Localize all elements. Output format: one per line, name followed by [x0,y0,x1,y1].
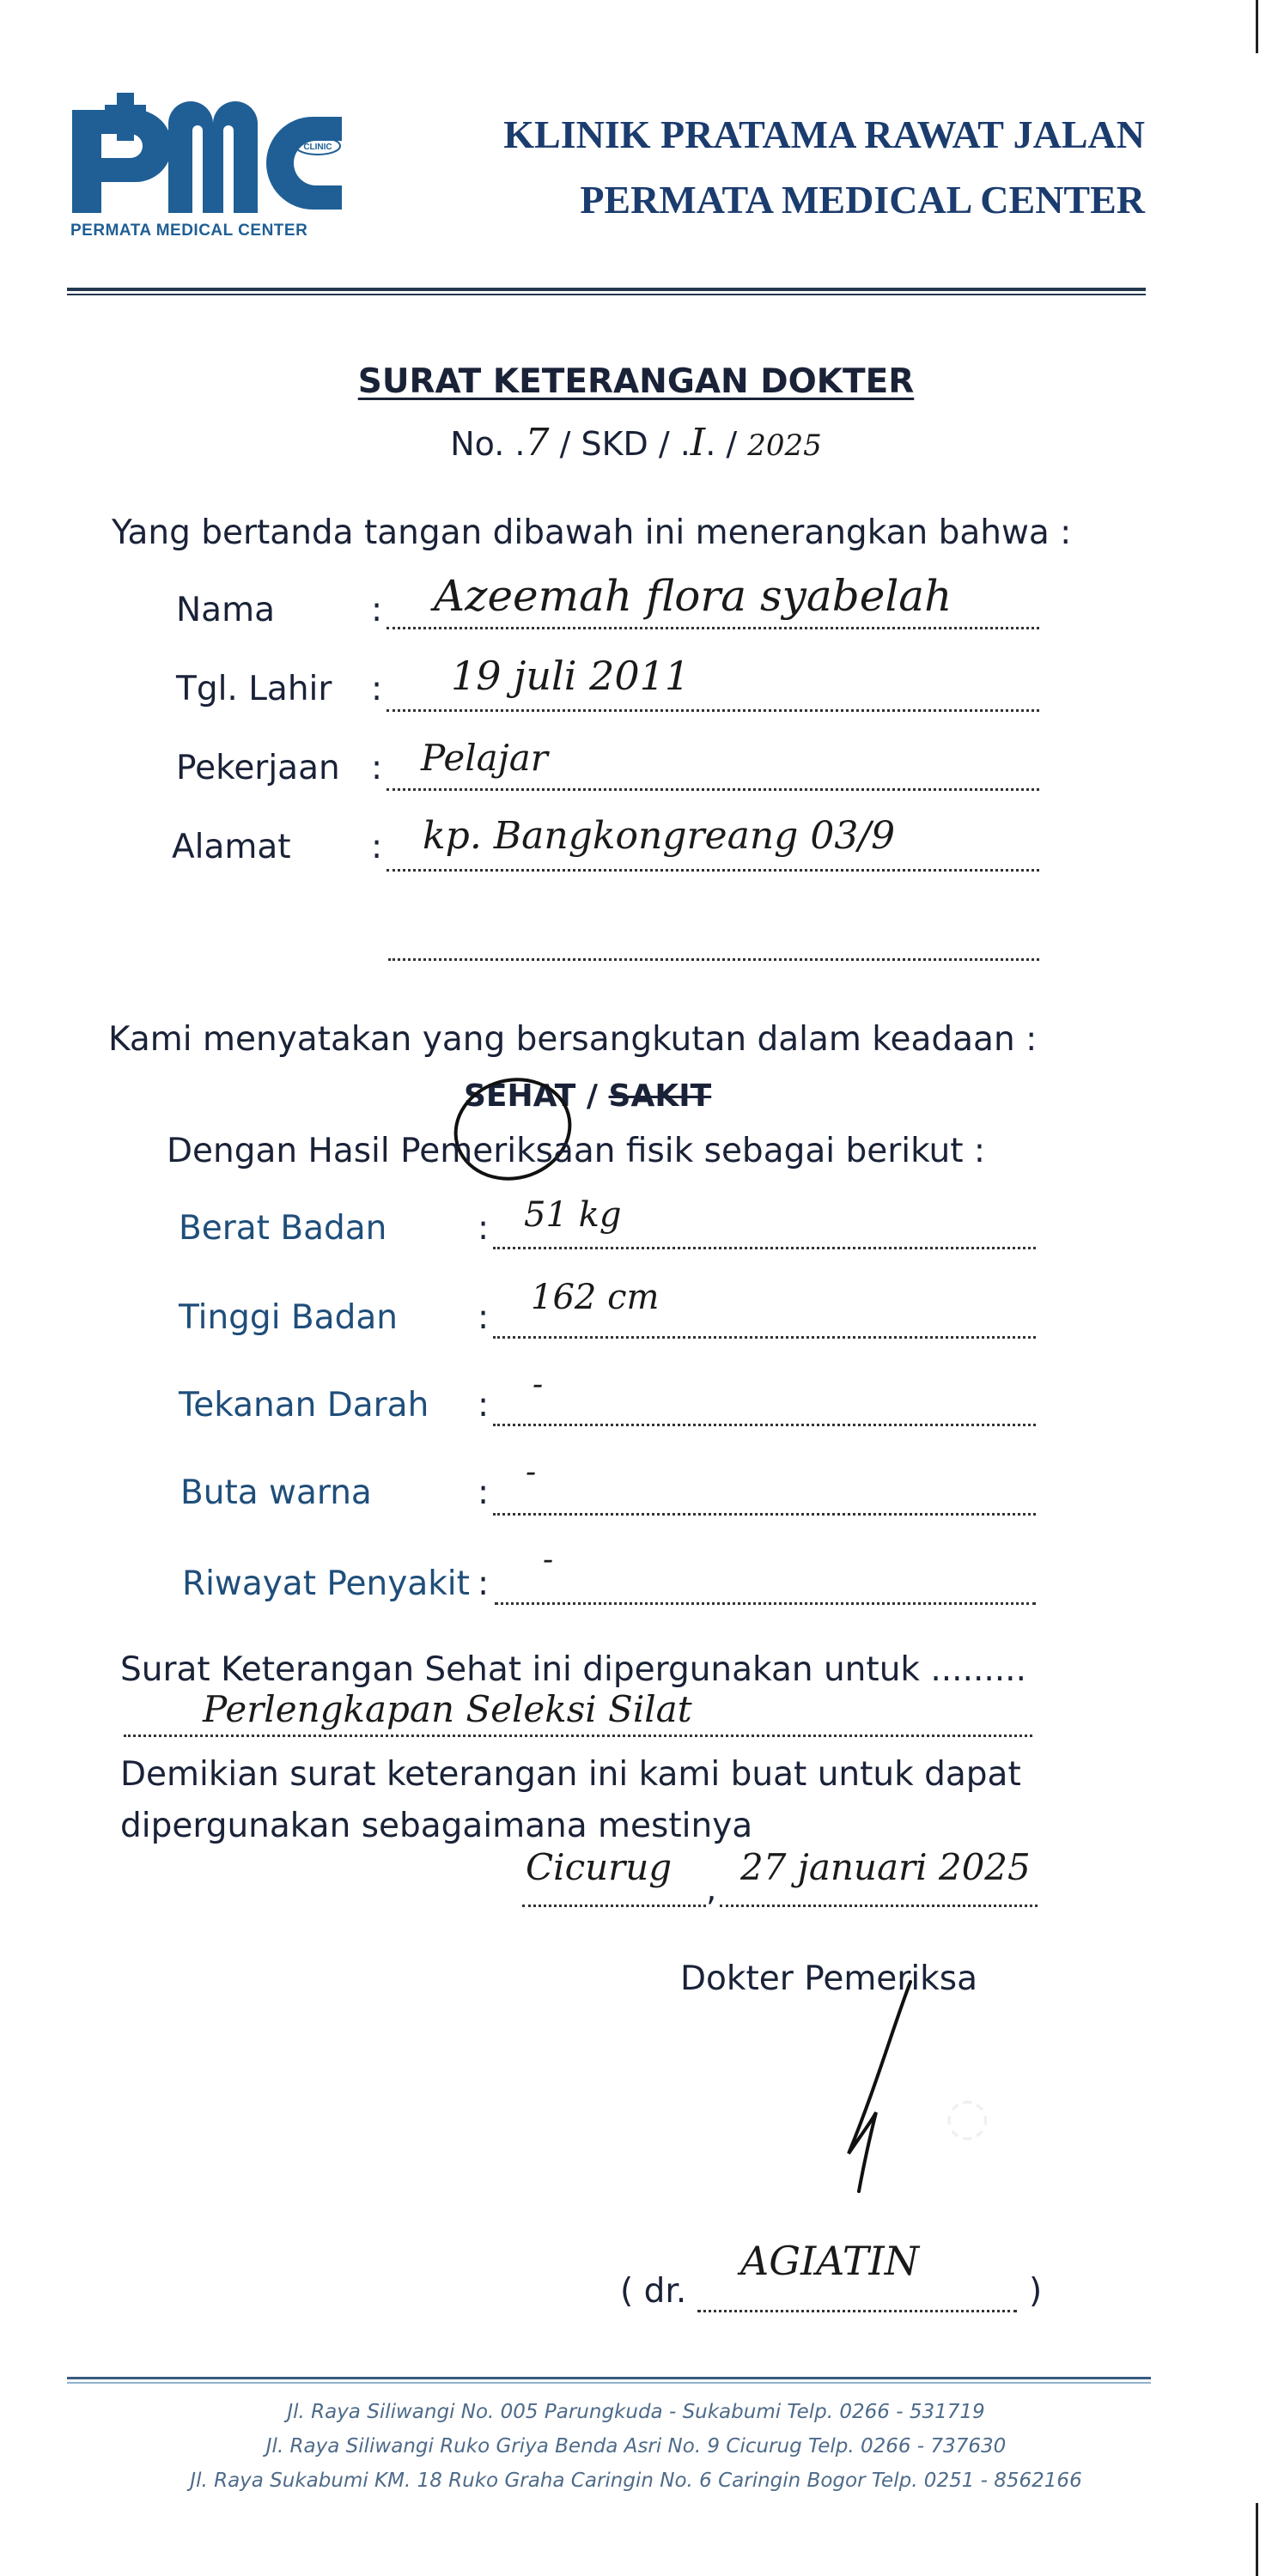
address-dotted-line-2 [388,958,1039,961]
footer-address-3: Jl. Raya Sukabumi KM. 18 Ruko Graha Caringin No. 6 Caringin Bogor Telp. 0251 - 8562166 [190,2470,1082,2492]
signature-suffix: ) [1029,2272,1043,2311]
address-label: Alamat [172,828,291,866]
name-dotted-line [386,627,1039,629]
place-dotted-line [522,1905,706,1907]
purpose-dotted-line [124,1735,1032,1737]
weight-value: 51 kg [524,1195,622,1235]
job-dotted-line [386,788,1039,791]
job-label: Pekerjaan [176,749,340,787]
color-blind-dotted-line [493,1513,1036,1516]
faint-stamp: ◌ [945,2087,990,2147]
document-title: SURAT KETERANGAN DOKTER [357,362,915,401]
dob-label: Tgl. Lahir [176,670,332,708]
job-value: Pelajar [421,737,548,779]
blood-pressure-label: Tekanan Darah [179,1386,429,1425]
height-colon: : [478,1298,490,1337]
logo-small-text: CLINIC [303,143,332,152]
dob-colon: : [371,670,383,708]
condition-statement: Kami menyatakan yang bersangkutan dalam keadaan : [108,1020,1038,1059]
year-handwritten: 2025 [747,428,822,463]
name-value: Azeemah flora syabelah [434,571,952,621]
height-label: Tinggi Badan [179,1298,398,1337]
name-label: Nama [176,591,275,629]
pmc-logo [67,93,359,222]
footer-address-1: Jl. Raya Siliwangi No. 005 Parungkuda - Sukabumi Telp. 0266 - 531719 [287,2401,985,2423]
number-handwritten: 7 [525,421,550,465]
height-dotted-line [493,1336,1036,1339]
purpose-text: Surat Keterangan Sehat ini dipergunakan untuk ......... [120,1650,1026,1689]
document-number: No. .7 / SKD / .I. / 2025 [450,421,822,465]
color-blind-value: - [526,1455,537,1490]
purpose-value: Perlengkapan Seleksi Silat [203,1688,692,1730]
weight-dotted-line [493,1247,1036,1249]
option-sehat: SEHAT [464,1078,576,1114]
closing-line-1: Demikian surat keterangan ini kami buat untuk dapat [120,1755,1021,1794]
header-divider [67,288,1146,291]
blood-pressure-dotted-line [493,1424,1036,1426]
address-value: kp. Bangkongreang 03/9 [423,814,896,858]
signature-dotted-line [697,2310,1017,2312]
dob-value: 19 juli 2011 [451,653,691,699]
header-divider-thin [67,294,1146,295]
option-sakit: SAKIT [608,1078,712,1114]
exam-intro: Dengan Hasil Pemeriksaan fisik sebagai berikut : [167,1132,986,1170]
history-label: Riwayat Penyakit [182,1564,470,1603]
signature-prefix: ( dr. [620,2272,687,2311]
weight-label: Berat Badan [179,1209,387,1248]
history-dotted-line [495,1602,1036,1605]
name-colon: : [371,591,383,629]
footer-divider [67,2377,1151,2379]
blood-pressure-colon: : [478,1386,490,1425]
address-colon: : [371,828,383,866]
place-value: Cicurug [526,1846,673,1888]
history-colon: : [478,1564,490,1603]
blood-pressure-value: - [533,1367,544,1402]
clinic-name-line1: KLINIK PRATAMA RAWAT JALAN [503,112,1145,156]
intro-text: Yang bertanda tangan dibawah ini menerangkan bahwa : [112,513,1072,552]
doctor-name: AGIATIN [740,2238,919,2284]
job-colon: : [371,749,383,787]
date-dotted-line [720,1905,1038,1907]
weight-colon: : [478,1209,490,1248]
color-blind-label: Buta warna [180,1473,372,1512]
dob-dotted-line [386,709,1039,712]
signature-mark [825,1975,928,2198]
scan-edge-bottom-right [1256,2503,1258,2576]
history-value: - [543,1542,554,1577]
date-value: 27 januari 2025 [740,1846,1031,1888]
address-dotted-line [386,869,1039,872]
footer-divider-thin [67,2382,1151,2384]
signature-role: Dokter Pemeriksa [680,1959,977,1998]
date-comma: , [706,1870,717,1909]
footer-address-2: Jl. Raya Siliwangi Ruko Griya Benda Asri No. 9 Cicurug Telp. 0266 - 737630 [265,2435,1007,2458]
logo-subtitle: PERMATA MEDICAL CENTER [70,222,308,240]
clinic-name-line2: PERMATA MEDICAL CENTER [580,178,1145,222]
option-slash: / [586,1078,598,1114]
number-roman-handwritten: I [690,421,706,465]
color-blind-colon: : [478,1473,490,1512]
scan-edge-top-right [1256,0,1258,53]
closing-line-2: dipergunakan sebagaimana mestinya [120,1807,753,1845]
height-value: 162 cm [531,1278,660,1317]
